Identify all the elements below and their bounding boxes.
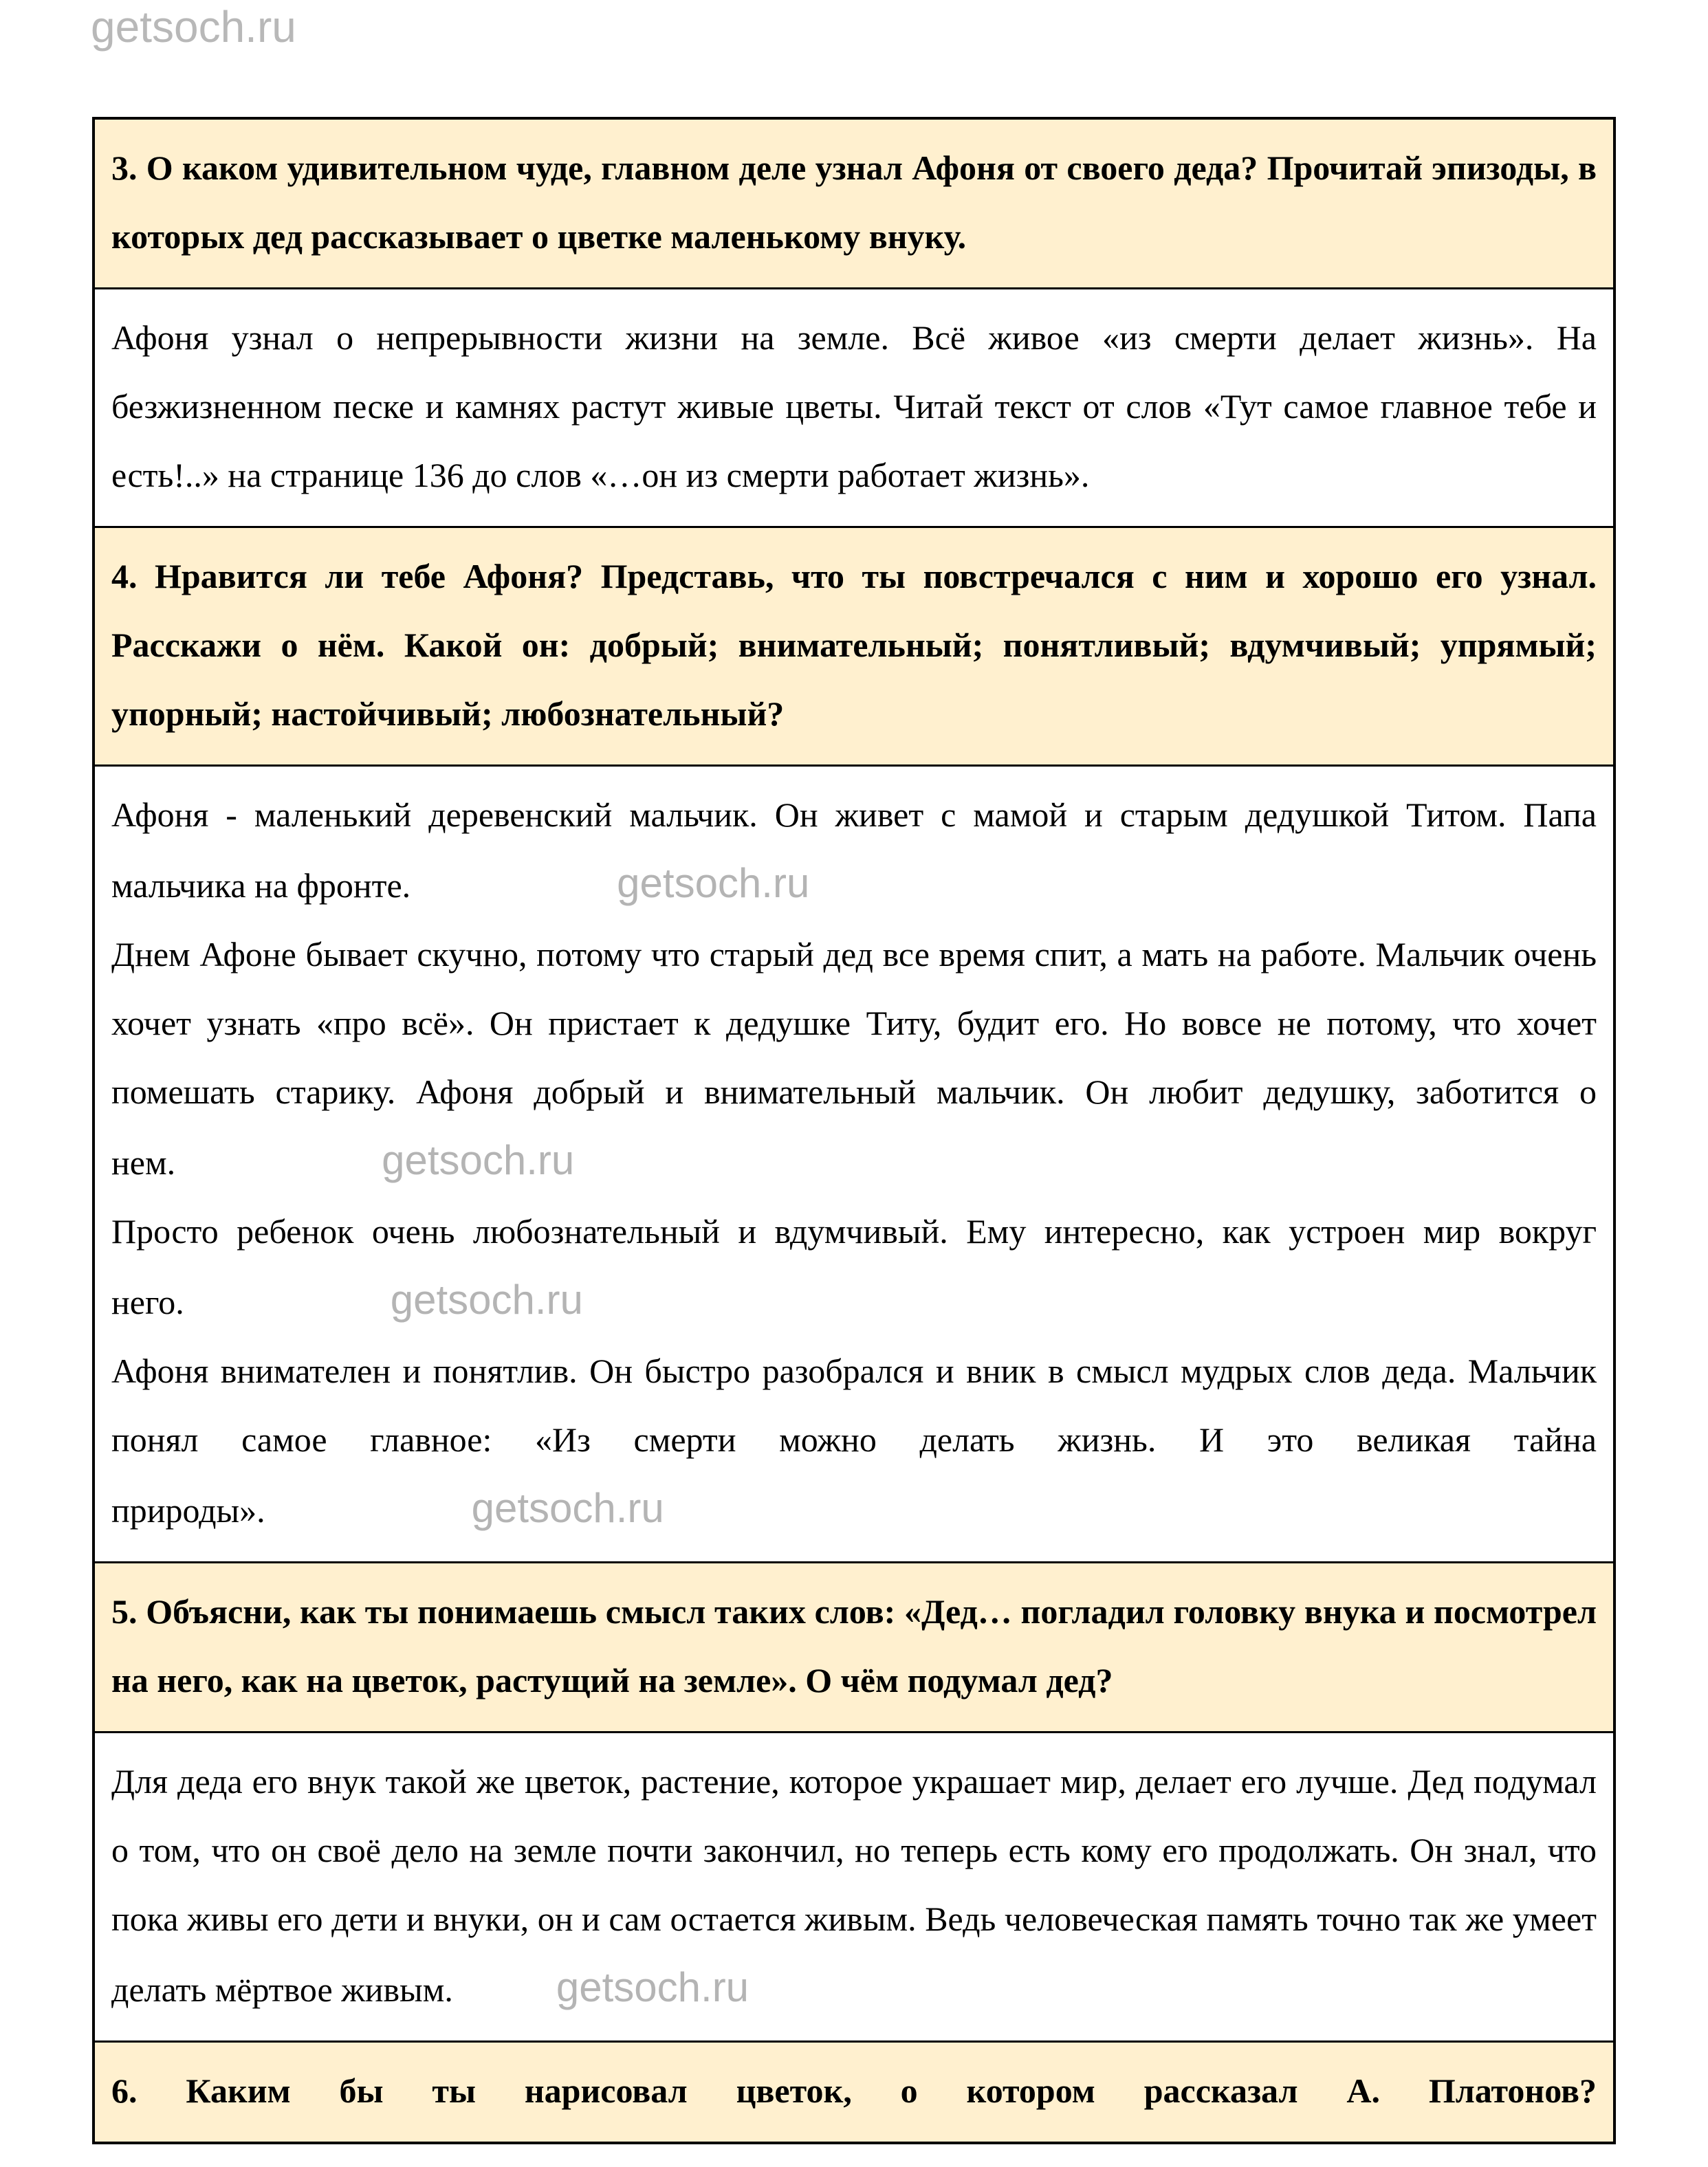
answer-paragraph-wrap [111,1747,1597,2024]
question-text: 3. О каком удивительном чуде, главном деле узнал Афоня от своего деда? Прочитай эпизоды, в которых дед рассказывает о цветке маленькому внуку. [111,148,1597,256]
answer-paragraph: Афоня узнал о непрерывности жизни на земле. Всё живое «из смерти делает жизнь». На безжизненном песке и камнях растут живые цветы. Читай текст от слов «Тут самое главное тебе и есть!..» на странице 136 до слов «…он из смерти работает жизнь». [111,318,1597,494]
answer-paragraph: Просто ребенок очень любознательный и вдумчивый. Ему интересно, как устроен мир вокруг него. [111,1212,1597,1321]
watermark: getsoch.ru [556,1964,749,2010]
watermark: getsoch.ru [382,1137,575,1183]
qa-table [92,117,1616,2144]
answer-paragraph-wrap [111,1336,1597,1545]
answer-paragraph: Афоня внимателен и понятлив. Он быстро разобрался и вник в смысл мудрых слов деда. Мальчик понял самое главное: «Из смерти можно делать жизнь. И это великая тайна природы». [111,1352,1597,1530]
watermark: getsoch.ru [91,2,296,52]
watermark: getsoch.ru [471,1485,664,1531]
answer-paragraph: Афоня - маленький деревенский мальчик. Он живет с мамой и старым дедушкой Титом. Папа мальчика на фронте. [111,795,1597,905]
answer-3 [95,289,1613,528]
question-6 [95,2043,1613,2142]
answer-paragraph: Для деда его внук такой же цветок, растение, которое украшает мир, делает его лучше. Дед подумал о том, что он своё дело на земле почти закончил, но теперь есть кому его продолжать. Он знал, что пока живы его дети и внуки, он и сам остается живым. Ведь человеческая память точно так же умеет делать мёртвое живым. [111,1762,1597,2009]
watermark: getsoch.ru [617,860,810,906]
answer-paragraph-wrap [111,780,1597,920]
answer-paragraph: Днем Афоне бывает скучно, потому что старый дед все время спит, а мать на работе. Мальчик очень хочет узнать «про всё». Он пристает к дедушке Титу, будит его. Но вовсе не потому, что хочет помешать старику. Афоня добрый и внимательный мальчик. Он любит дедушку, заботится о нем. [111,935,1597,1182]
answer-paragraph-wrap [111,920,1597,1197]
answer-4 [95,767,1613,1563]
question-5 [95,1563,1613,1733]
question-3 [95,120,1613,289]
question-text: 4. Нравится ли тебе Афоня? Представь, что ты повстречался с ним и хорошо его узнал. Расскажи о нём. Какой он: добрый; внимательный; понятливый; вдумчивый; упрямый; упорный; настойчивый; любознательный? [111,557,1597,733]
watermark: getsoch.ru [390,1277,583,1323]
question-text: 5. Объясни, как ты понимаешь смысл таких слов: «Дед… погладил головку внука и посмотрел на него, как на цветок, растущий на земле». О чём подумал дед? [111,1592,1597,1700]
answer-5 [95,1733,1613,2043]
answer-paragraph-wrap [111,1197,1597,1336]
question-text: 6. Каким бы ты нарисовал цветок, о котором рассказал А. Платонов? [111,2071,1597,2110]
question-4 [95,528,1613,767]
